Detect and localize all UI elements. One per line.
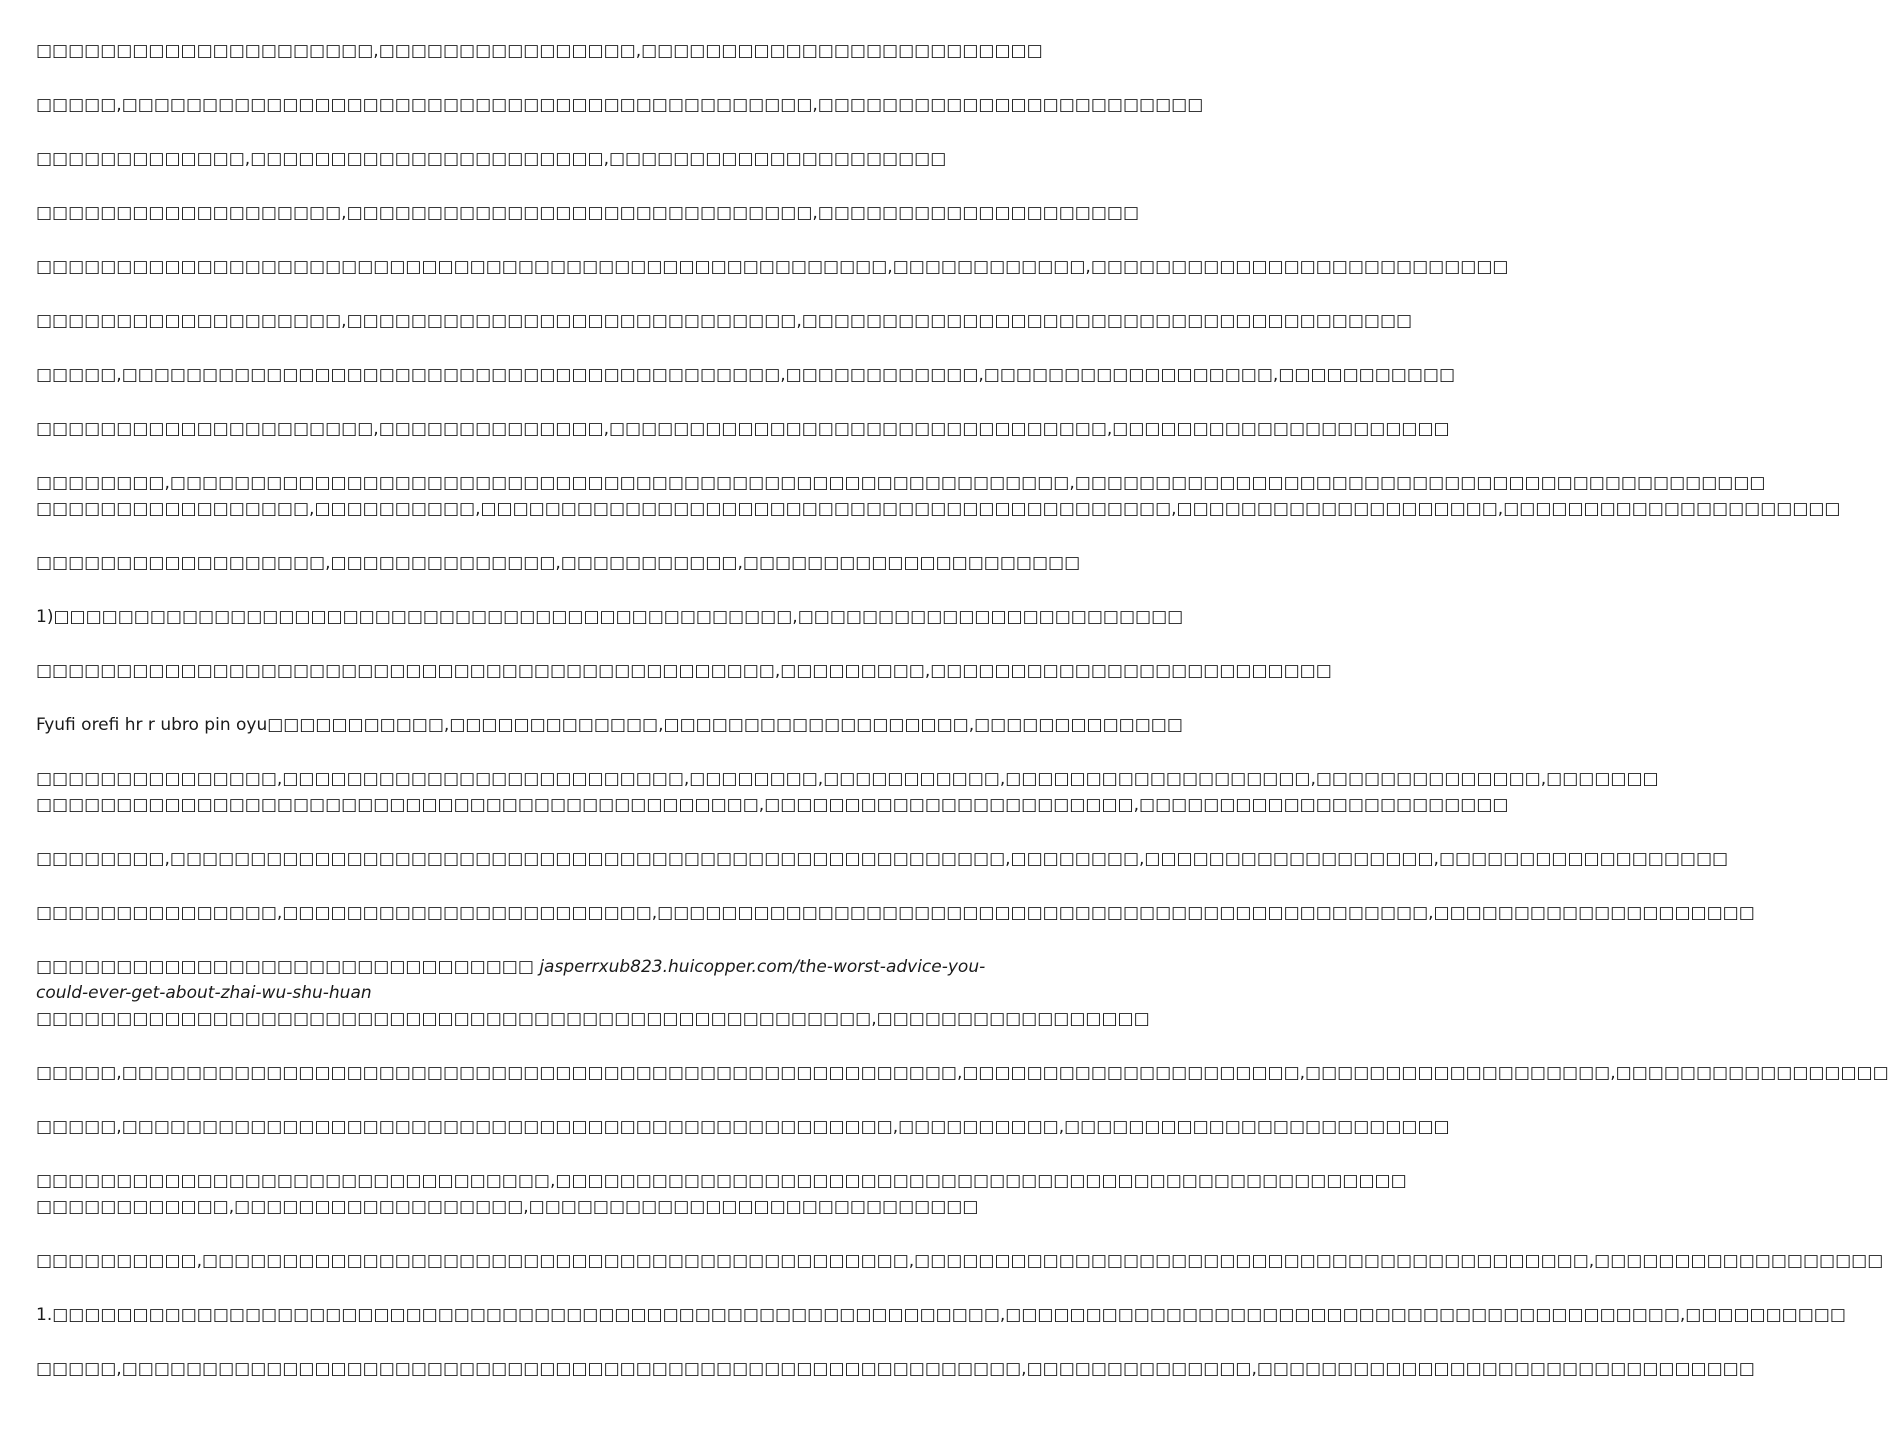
paragraph-20	[36, 1168, 1407, 1220]
paragraph-14-line-1: □□□□□□□□□□□□□□□,□□□□□□□□□□□□□□□□□□□□□□□□□,□□□□□□□□,□□□□□□□□□□□,□□□□□□□□□□□□□□□□□□□,□□□□□□□□□□□□□□,□□□□□□□	[36, 769, 1659, 789]
paragraph-15: □□□□□□□□,□□□□□□□□□□□□□□□□□□□□□□□□□□□□□□□□□□□□□□□□□□□□□□□□□□□□,□□□□□□□□,□□□□□□□□□□□□□□□□□□,□□□□□□□□□□□□□□□□□□	[36, 849, 1729, 869]
paragraph-14-line-2: □□□□□□□□□□□□□□□□□□□□□□□□□□□□□□□□□□□□□□□□□□□□□,□□□□□□□□□□□□□□□□□□□□□□□,□□□□□□□□□□□□□□□□□□□□□□□	[36, 795, 1509, 815]
paragraph-14	[36, 766, 1659, 818]
paragraph-5: □□□□□□□□□□□□□□□□□□□□□□□□□□□□□□□□□□□□□□□□□□□□□□□□□□□□□,□□□□□□□□□□□□,□□□□□□□□□□□□□□□□□□□□□□□□□□	[36, 257, 1509, 277]
paragraph-7: □□□□□,□□□□□□□□□□□□□□□□□□□□□□□□□□□□□□□□□□□□□□□□□,□□□□□□□□□□□□,□□□□□□□□□□□□□□□□□□,□□□□□□□□□□□	[36, 365, 1456, 385]
paragraph-22: 1.□□□□□□□□□□□□□□□□□□□□□□□□□□□□□□□□□□□□□□□□□□□□□□□□□□□□□□□□□□□,□□□□□□□□□□□□□□□□□□□□□□□□□□□□□□□□□□□□□□□□□□,□□□□□□□□□□	[36, 1305, 1846, 1325]
paragraph-2: □□□□□,□□□□□□□□□□□□□□□□□□□□□□□□□□□□□□□□□□□□□□□□□□□,□□□□□□□□□□□□□□□□□□□□□□□□	[36, 95, 1204, 115]
paragraph-3: □□□□□□□□□□□□□,□□□□□□□□□□□□□□□□□□□□□□,□□□□□□□□□□□□□□□□□□□□□	[36, 149, 947, 169]
paragraph-9	[36, 470, 1841, 522]
paragraph-4: □□□□□□□□□□□□□□□□□□□,□□□□□□□□□□□□□□□□□□□□□□□□□□□□□,□□□□□□□□□□□□□□□□□□□□	[36, 203, 1140, 223]
paragraph-link	[36, 954, 1150, 1032]
link-para-after: □□□□□□□□□□□□□□□□□□□□□□□□□□□□□□□□□□□□□□□□□□□□□□□□□□□□,□□□□□□□□□□□□□□□□□	[36, 1009, 1150, 1029]
paragraph-20-line-1: □□□□□□□□□□□□□□□□□□□□□□□□□□□□□□□□,□□□□□□□□□□□□□□□□□□□□□□□□□□□□□□□□□□□□□□□□□□□□□□□□□□□□□	[36, 1171, 1407, 1191]
paragraph-11: 1)□□□□□□□□□□□□□□□□□□□□□□□□□□□□□□□□□□□□□□□□□□□□□□,□□□□□□□□□□□□□□□□□□□□□□□□	[36, 607, 1184, 627]
article-link[interactable]: jasperrxub823.huicopper.com/the-worst-advice-you-could-ever-get-about-zhai-wu-shu-huan	[36, 957, 986, 1003]
paragraph-13: Fyufi orefi hr r ubro pin oyu□□□□□□□□□□□,□□□□□□□□□□□□□,□□□□□□□□□□□□□□□□□□□,□□□□□□□□□□□□□	[36, 715, 1183, 735]
paragraph-23: □□□□□,□□□□□□□□□□□□□□□□□□□□□□□□□□□□□□□□□□□□□□□□□□□□□□□□□□□□□□□□,□□□□□□□□□□□□□□,□□□□□□□□□□□□□□□□□□□□□□□□□□□□□□□	[36, 1359, 1755, 1379]
document-body	[36, 38, 1889, 1382]
paragraph-8: □□□□□□□□□□□□□□□□□□□□□,□□□□□□□□□□□□□□,□□□□□□□□□□□□□□□□□□□□□□□□□□□□□□□,□□□□□□□□□□□□□□□□□□□□□	[36, 419, 1450, 439]
paragraph-20-line-2: □□□□□□□□□□□□,□□□□□□□□□□□□□□□□□□,□□□□□□□□□□□□□□□□□□□□□□□□□□□□	[36, 1197, 979, 1217]
paragraph-10: □□□□□□□□□□□□□□□□□□,□□□□□□□□□□□□□□,□□□□□□□□□□□,□□□□□□□□□□□□□□□□□□□□□	[36, 553, 1081, 573]
paragraph-6: □□□□□□□□□□□□□□□□□□□,□□□□□□□□□□□□□□□□□□□□□□□□□□□□,□□□□□□□□□□□□□□□□□□□□□□□□□□□□□□□□□□□□□□	[36, 311, 1413, 331]
link-para-before: □□□□□□□□□□□□□□□□□□□□□□□□□□□□□□□	[36, 957, 540, 977]
paragraph-9-line-2: □□□□□□□□□□□□□□□□□,□□□□□□□□□□,□□□□□□□□□□□□□□□□□□□□□□□□□□□□□□□□□□□□□□□□□□□,□□□□□□□□□□□□□□□□□□□□,□□□□□□□□□□□□□□□□□□□□□	[36, 499, 1841, 519]
paragraph-21: □□□□□□□□□□,□□□□□□□□□□□□□□□□□□□□□□□□□□□□□□□□□□□□□□□□□□□□,□□□□□□□□□□□□□□□□□□□□□□□□□□□□□□□□□□□□□□□□□□,□□□□□□□□□□□□□□□□□□	[36, 1251, 1884, 1271]
paragraph-16: □□□□□□□□□□□□□□□,□□□□□□□□□□□□□□□□□□□□□□□,□□□□□□□□□□□□□□□□□□□□□□□□□□□□□□□□□□□□□□□□□□□□□□□□,□□□□□□□□□□□□□□□□□□□□	[36, 903, 1755, 923]
paragraph-1: □□□□□□□□□□□□□□□□□□□□□,□□□□□□□□□□□□□□□□,□□□□□□□□□□□□□□□□□□□□□□□□□	[36, 41, 1043, 61]
paragraph-18: □□□□□,□□□□□□□□□□□□□□□□□□□□□□□□□□□□□□□□□□□□□□□□□□□□□□□□□□□□,□□□□□□□□□□□□□□□□□□□□□,□□□□□□□□□□□□□□□□□□□,□□□□□□□□□□□□□□□□□	[36, 1063, 1889, 1083]
paragraph-12: □□□□□□□□□□□□□□□□□□□□□□□□□□□□□□□□□□□□□□□□□□□□□□,□□□□□□□□□,□□□□□□□□□□□□□□□□□□□□□□□□□	[36, 661, 1332, 681]
paragraph-19: □□□□□,□□□□□□□□□□□□□□□□□□□□□□□□□□□□□□□□□□□□□□□□□□□□□□□□,□□□□□□□□□□,□□□□□□□□□□□□□□□□□□□□□□□□	[36, 1117, 1450, 1137]
paragraph-9-line-1: □□□□□□□□,□□□□□□□□□□□□□□□□□□□□□□□□□□□□□□□□□□□□□□□□□□□□□□□□□□□□□□□□,□□□□□□□□□□□□□□□□□□□□□□□□□□□□□□□□□□□□□□□□□□□	[36, 473, 1766, 493]
